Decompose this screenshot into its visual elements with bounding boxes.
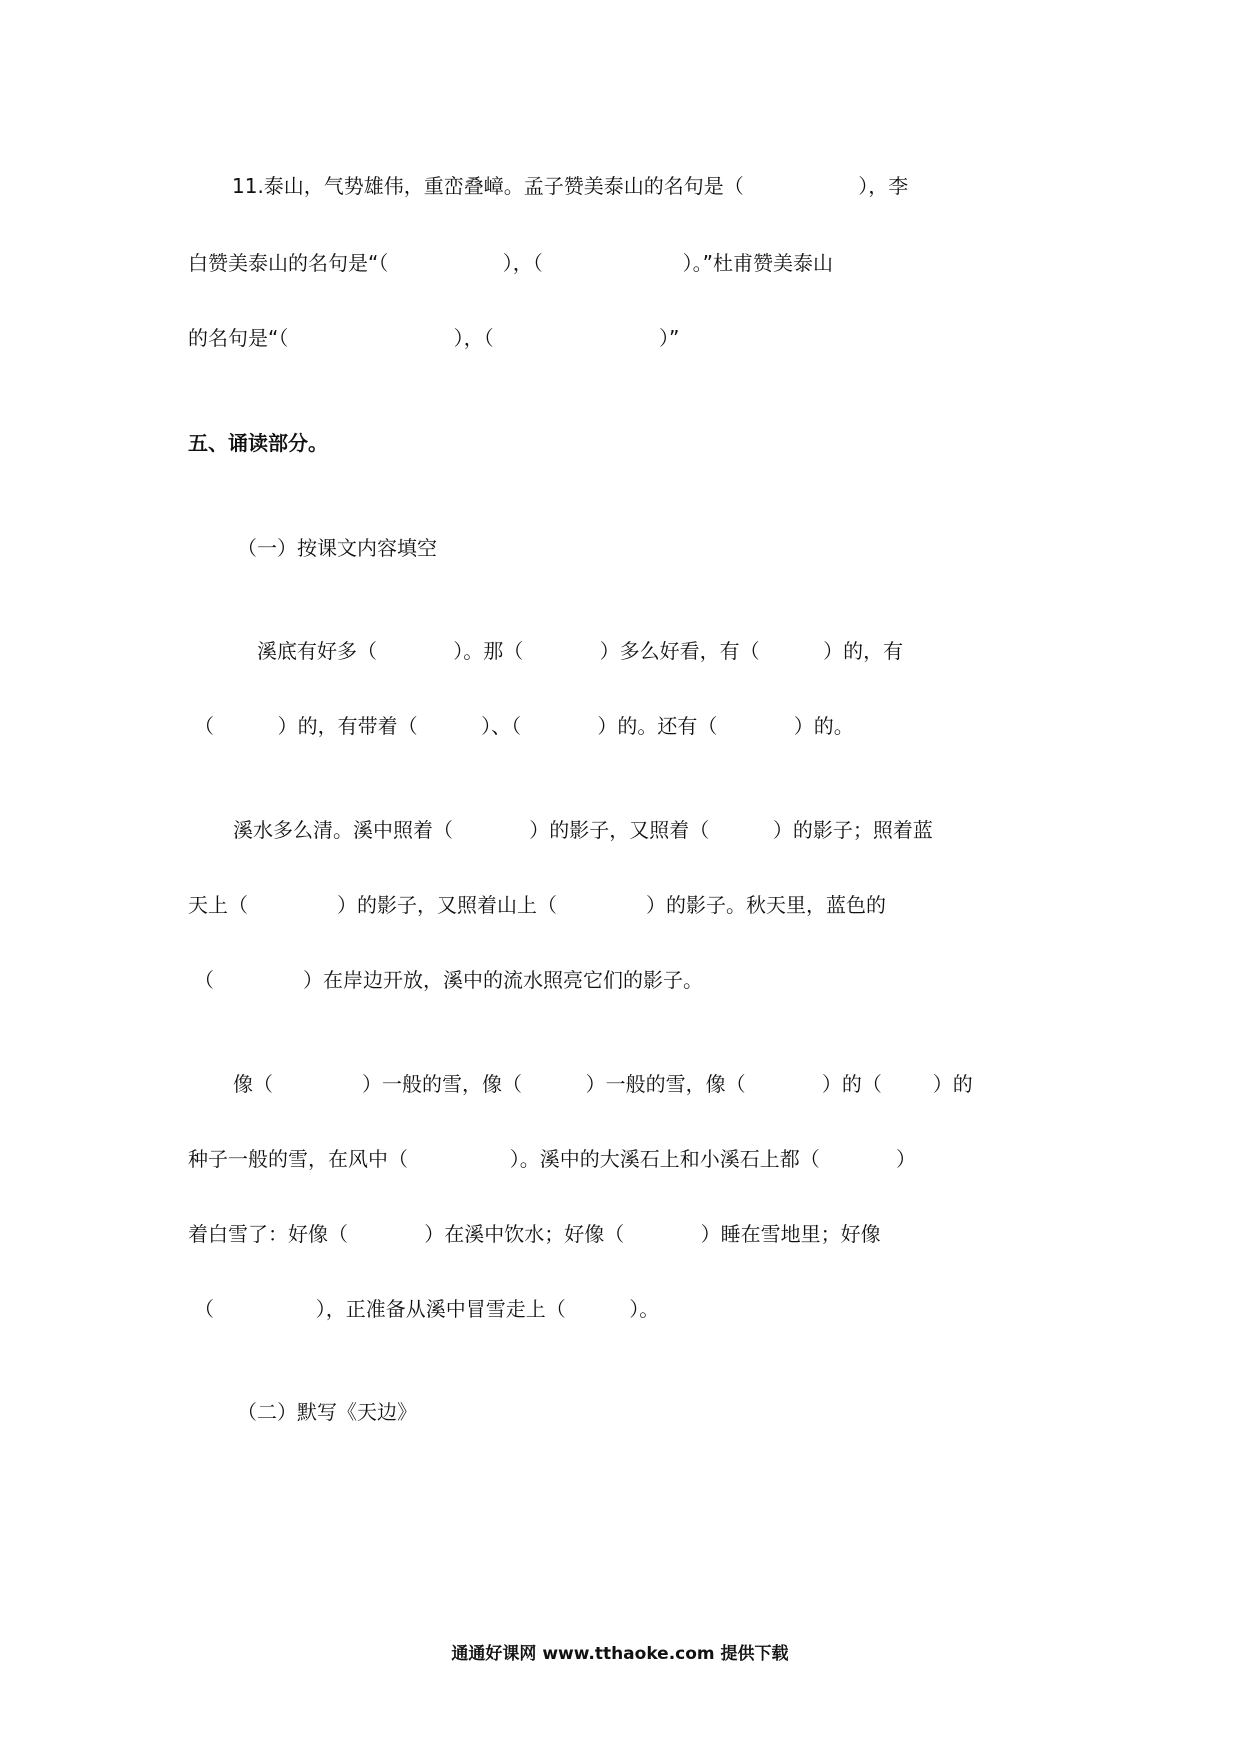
subsection-2-heading: （二）默写《天边》 <box>237 1400 417 1424</box>
fill-blank-line: 溪水多么清。溪中照着（ ）的影子，又照着（ ）的影子；照着蓝 <box>233 818 933 842</box>
fill-blank-line: 着白雪了：好像（ ）在溪中饮水；好像（ ）睡在雪地里；好像 <box>188 1222 881 1246</box>
fill-blank-line: 溪底有好多（ ）。那（ ）多么好看，有（ ）的，有 <box>257 639 904 663</box>
question-11-line-3: 的名句是“（ ），（ ）” <box>188 326 680 350</box>
fill-blank-line: 种子一般的雪，在风中（ ）。溪中的大溪石上和小溪石上都（ ） <box>188 1147 917 1171</box>
question-11-line-1: 11.泰山，气势雄伟，重峦叠嶂。孟子赞美泰山的名句是（ ），李 <box>232 174 909 198</box>
subsection-1-heading: （一）按课文内容填空 <box>237 536 437 560</box>
section-heading: 五、诵读部分。 <box>188 431 328 455</box>
fill-blank-line: 像（ ）一般的雪，像（ ）一般的雪，像（ ）的（ ）的 <box>233 1072 973 1096</box>
footer-download-note: 通通好课网 www.tthaoke.com 提供下载 <box>451 1644 789 1664</box>
fill-blank-line: （ ），正准备从溪中冒雪走上（ ）。 <box>194 1297 660 1321</box>
fill-blank-line: （ ）在岸边开放，溪中的流水照亮它们的影子。 <box>194 968 704 992</box>
question-11-line-2: 白赞美泰山的名句是“（ ），（ ）。”杜甫赞美泰山 <box>188 251 834 275</box>
fill-blank-line: 天上（ ）的影子，又照着山上（ ）的影子。秋天里，蓝色的 <box>188 893 887 917</box>
fill-blank-line: （ ）的，有带着（ ）、（ ）的。还有（ ）的。 <box>194 714 854 738</box>
